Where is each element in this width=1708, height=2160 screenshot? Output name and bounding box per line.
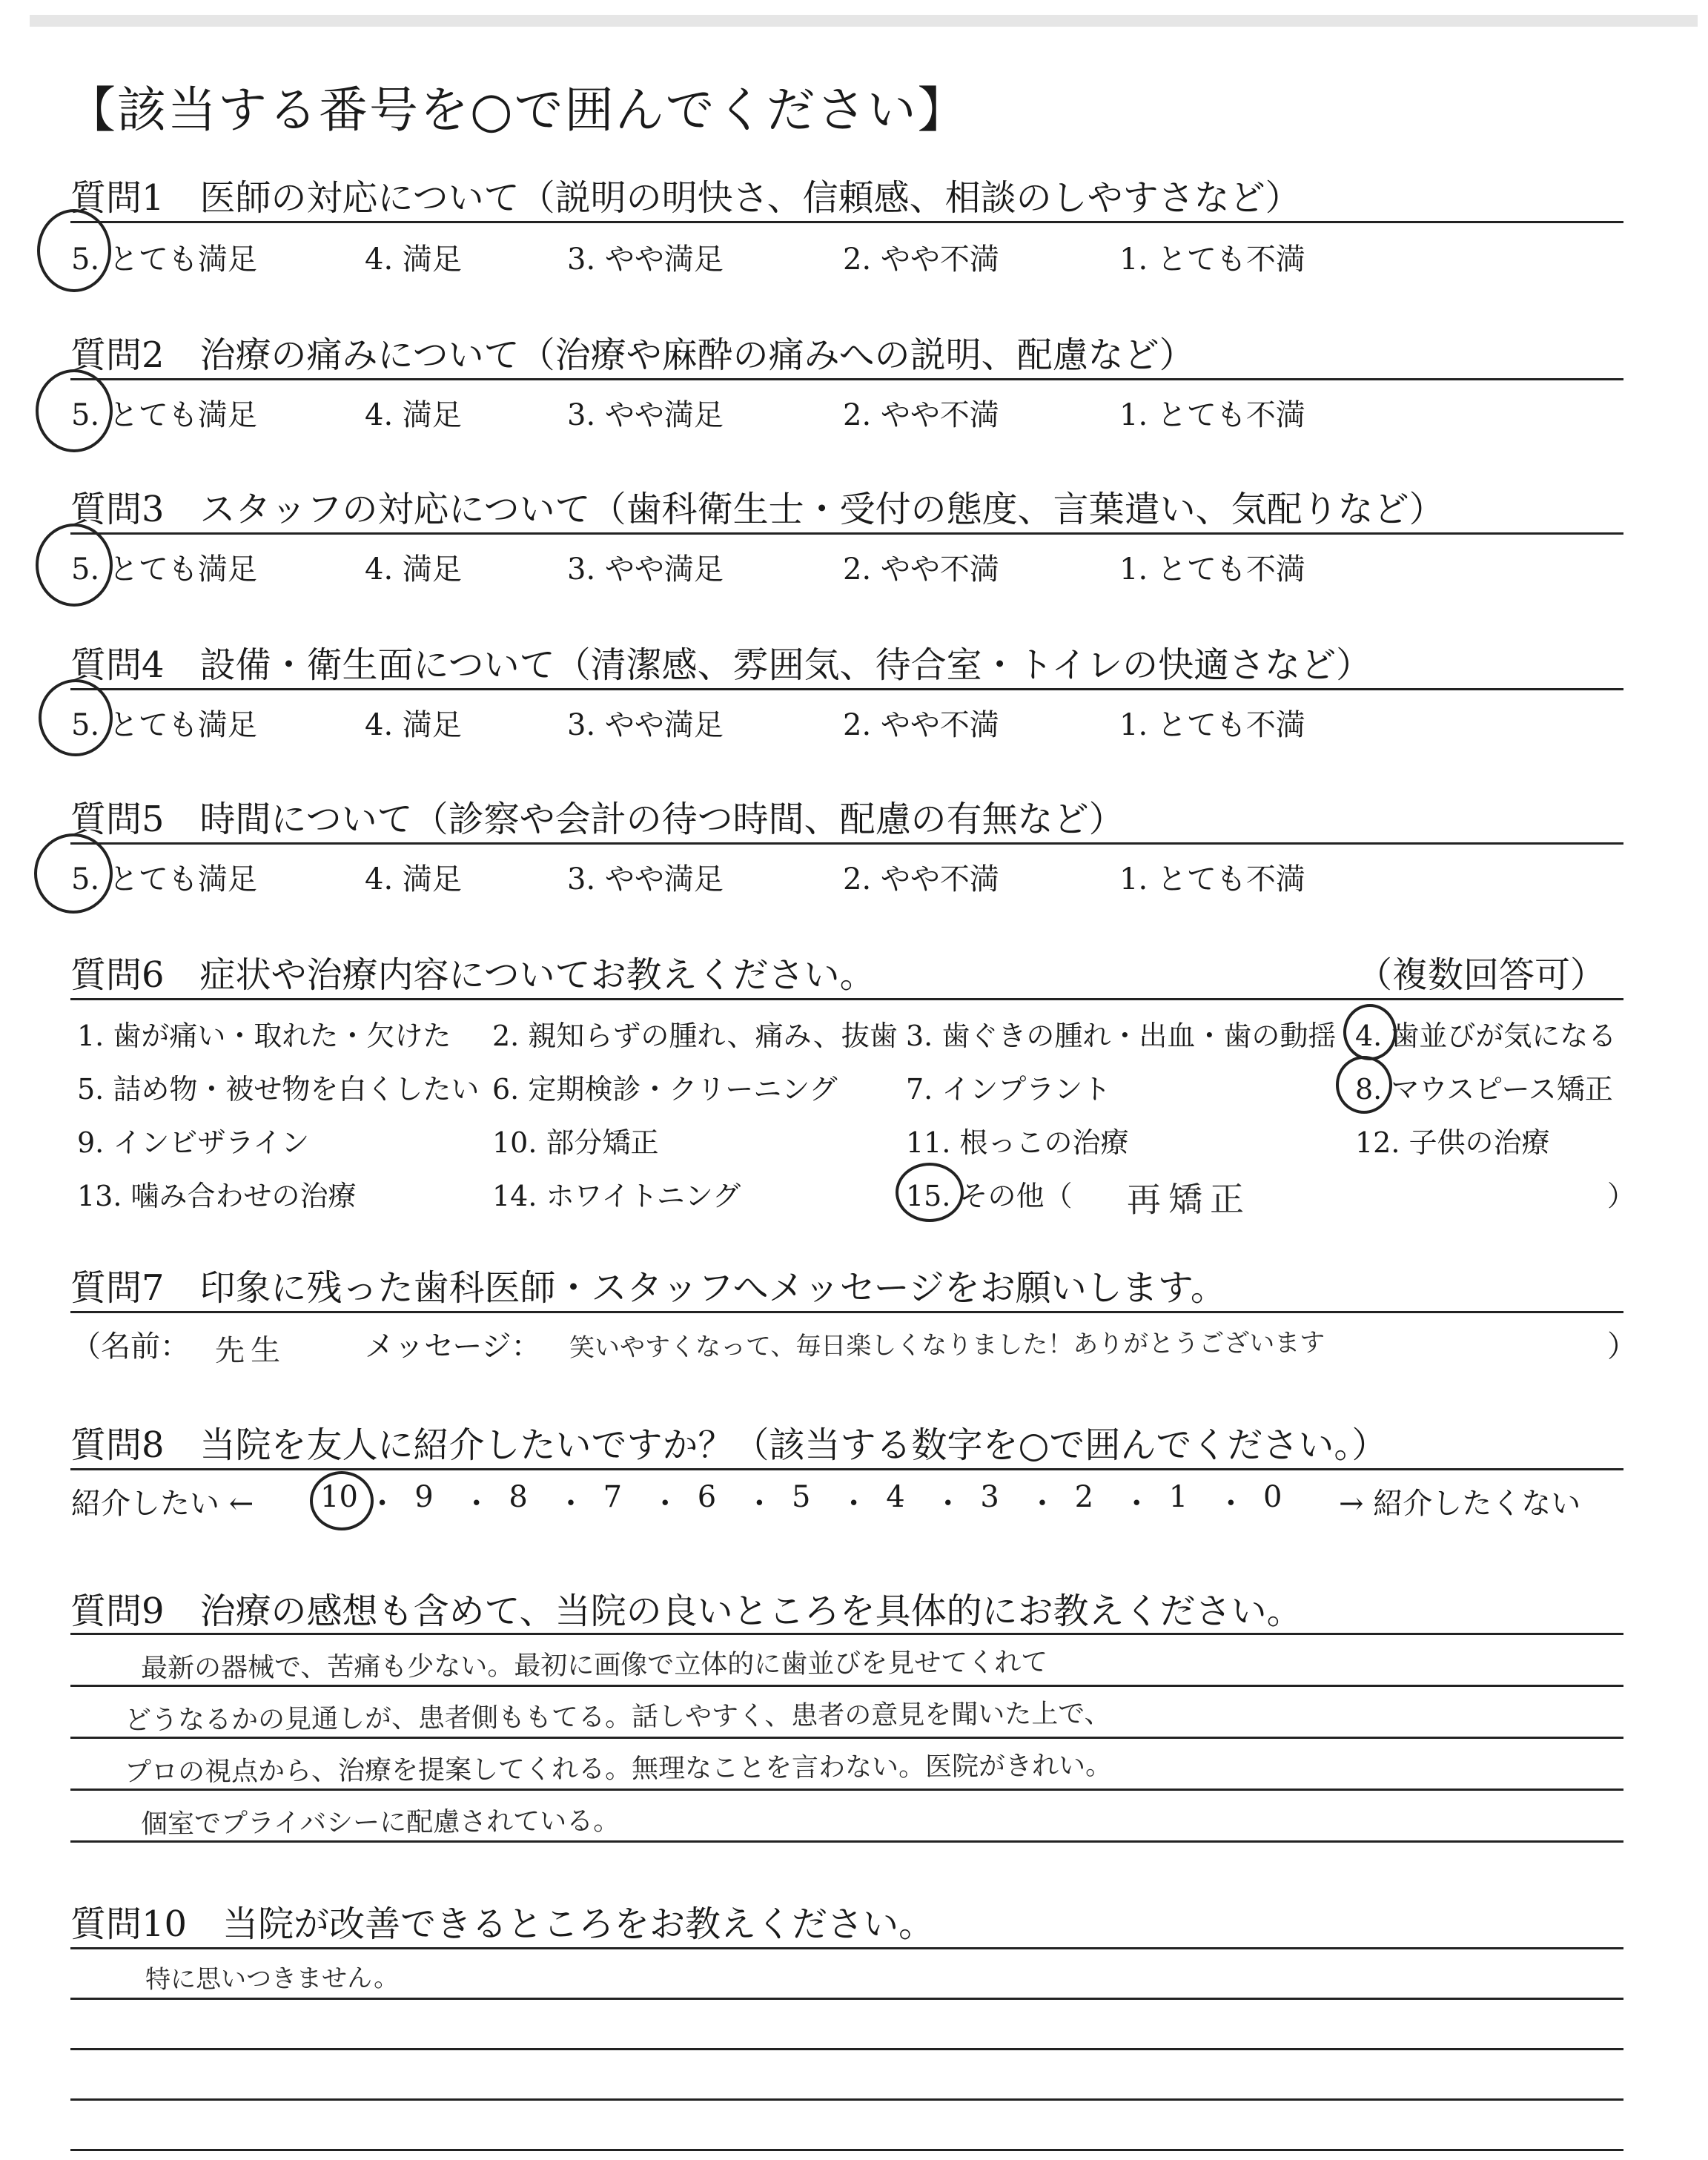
q9-rule-2	[70, 1737, 1623, 1739]
page-heading: 【該当する番号を○で囲んでください】	[67, 82, 968, 139]
q2-rule	[70, 378, 1623, 380]
q6-item-1[interactable]: 1. 歯が痛い・取れた・欠けた	[77, 1020, 451, 1052]
q8-scale-separator: ・	[1027, 1487, 1057, 1521]
q10-answer-line-1[interactable]: 特に思いつきません。	[145, 1963, 400, 1995]
q3-option-2[interactable]: 2. やや不満	[843, 552, 999, 587]
q1-option-2[interactable]: 2. やや不満	[843, 242, 999, 277]
q2-option-3[interactable]: 3. やや満足	[567, 398, 724, 432]
q8-scale-value-2[interactable]: 2	[1074, 1480, 1094, 1514]
q8-rule	[70, 1468, 1623, 1470]
q10-rule-0	[70, 1947, 1623, 1949]
q7-name-label: （名前：	[71, 1330, 190, 1364]
q1-option-5[interactable]: 5. とても満足	[71, 242, 257, 277]
q10-rule-2	[70, 2048, 1623, 2050]
q6-item-8[interactable]: 8. マウスピース矯正	[1355, 1073, 1613, 1106]
q7-name-handwritten[interactable]: 先生	[214, 1333, 287, 1368]
q8-scale-value-9[interactable]: 9	[414, 1480, 434, 1514]
q6-item-12[interactable]: 12. 子供の治療	[1355, 1126, 1550, 1159]
q10-title: 質問10 当院が改善できるところをお教えください。	[70, 1903, 935, 1945]
q6-title: 質問6 症状や治療内容についてお教えください。	[70, 954, 875, 996]
q8-scale-separator: ・	[838, 1487, 869, 1521]
q2-selection-circle	[36, 369, 113, 452]
q6-item-14[interactable]: 14. ホワイトニング	[492, 1180, 741, 1212]
q6-item-13[interactable]: 13. 噛み合わせの治療	[77, 1180, 357, 1212]
q6-item-3[interactable]: 3. 歯ぐきの腫れ・出血・歯の動揺	[906, 1020, 1337, 1052]
q9-title: 質問9 治療の感想も含めて、当院の良いところを具体的にお教えください。	[70, 1591, 1302, 1632]
q4-selection-circle	[39, 679, 113, 756]
q8-scale-separator: ・	[461, 1487, 491, 1521]
q7-message-handwritten[interactable]: 笑いやすくなって、毎日楽しくなりました！ありがとうございます	[569, 1327, 1325, 1363]
q8-scale-value-7[interactable]: 7	[603, 1480, 623, 1514]
q2-option-2[interactable]: 2. やや不満	[843, 398, 999, 432]
q5-rule	[70, 842, 1623, 845]
q5-option-5[interactable]: 5. とても満足	[71, 862, 257, 896]
q6-item-10[interactable]: 10. 部分矯正	[492, 1126, 659, 1159]
q9-rule-0	[70, 1633, 1623, 1635]
q1-title: 質問1 医師の対応について（説明の明快さ、信頼感、相談のしやすさなど）	[70, 177, 1301, 219]
q4-option-1[interactable]: 1. とても不満	[1119, 708, 1305, 742]
q9-rule-4	[70, 1840, 1623, 1843]
q7-title: 質問7 印象に残った歯科医師・スタッフへメッセージをお願いします。	[70, 1267, 1226, 1309]
q8-scale-separator: ・	[556, 1487, 586, 1521]
q8-scale-separator: ・	[1216, 1487, 1246, 1521]
q8-scale-value-0[interactable]: 0	[1263, 1480, 1282, 1514]
q3-rule	[70, 532, 1623, 535]
q8-right-label: → 紹介したくない	[1339, 1487, 1581, 1521]
q2-option-4[interactable]: 4. 満足	[365, 398, 462, 432]
q10-rule-3	[70, 2098, 1623, 2101]
q3-title: 質問3 スタッフの対応について（歯科衛生士・受付の態度、言葉遣い、気配りなど）	[70, 489, 1445, 530]
q2-title: 質問2 治療の痛みについて（治療や麻酔の痛みへの説明、配慮など）	[70, 334, 1195, 376]
q8-scale-separator: ・	[744, 1487, 775, 1521]
q1-option-1[interactable]: 1. とても不満	[1119, 242, 1305, 277]
q6-multi-answer-note: （複数回答可）	[1357, 954, 1606, 996]
q8-scale-separator: ・	[1122, 1487, 1152, 1521]
q4-option-3[interactable]: 3. やや満足	[567, 708, 724, 742]
q4-title: 質問4 設備・衛生面について（清潔感、雰囲気、待合室・トイレの快適さなど）	[70, 644, 1372, 686]
q8-title: 質問8 当院を友人に紹介したいですか？（該当する数字を○で囲んでください。）	[70, 1424, 1388, 1466]
q5-option-3[interactable]: 3. やや満足	[567, 862, 724, 896]
q3-selection-circle	[36, 524, 113, 607]
q9-rule-3	[70, 1789, 1623, 1791]
q10-rule-1	[70, 1998, 1623, 2000]
q2-option-1[interactable]: 1. とても不満	[1119, 398, 1305, 432]
q9-rule-1	[70, 1685, 1623, 1687]
q5-option-4[interactable]: 4. 満足	[365, 862, 462, 896]
q8-scale-value-3[interactable]: 3	[980, 1480, 999, 1514]
q6-other-handwritten[interactable]: 再矯正	[1126, 1178, 1252, 1220]
q6-item-4[interactable]: 4. 歯並びが気になる	[1355, 1020, 1617, 1052]
q6-selection-circle-8	[1336, 1056, 1392, 1114]
q4-option-5[interactable]: 5. とても満足	[71, 708, 257, 742]
q1-option-4[interactable]: 4. 満足	[365, 242, 462, 277]
q7-rule	[70, 1311, 1623, 1313]
q8-selection-circle	[310, 1471, 374, 1530]
q3-option-3[interactable]: 3. やや満足	[567, 552, 724, 587]
q9-answer-line-1[interactable]: 最新の器械で、苦痛も少ない。最初に画像で立体的に歯並びを見せてくれて	[140, 1647, 1048, 1684]
q2-option-5[interactable]: 5. とても満足	[71, 398, 257, 432]
q6-item-15[interactable]: 15. その他（	[906, 1180, 1073, 1212]
q8-scale-value-4[interactable]: 4	[886, 1480, 905, 1514]
q3-option-5[interactable]: 5. とても満足	[71, 552, 257, 587]
q5-selection-circle	[34, 833, 113, 914]
q8-scale-separator: ・	[650, 1487, 681, 1521]
q9-answer-line-2[interactable]: どうなるかの見通しが、患者側ももてる。話しやすく、患者の意見を聞いた上で、	[124, 1698, 1111, 1736]
q3-option-1[interactable]: 1. とても不満	[1119, 552, 1305, 587]
q5-title: 質問5 時間について（診察や会計の待つ時間、配慮の有無など）	[70, 799, 1125, 840]
q6-item-6[interactable]: 6. 定期検診・クリーニング	[492, 1073, 838, 1106]
q8-scale-value-5[interactable]: 5	[792, 1480, 811, 1514]
q4-option-4[interactable]: 4. 満足	[365, 708, 462, 742]
q6-selection-circle-4	[1343, 1004, 1397, 1060]
q1-rule	[70, 221, 1623, 223]
q6-item-7[interactable]: 7. インプラント	[906, 1073, 1111, 1106]
q8-scale-value-1[interactable]: 1	[1168, 1480, 1188, 1514]
q6-other-close-paren: ）	[1607, 1180, 1636, 1212]
q6-selection-circle-15	[896, 1163, 964, 1222]
q1-selection-circle	[37, 209, 111, 292]
q6-item-5[interactable]: 5. 詰め物・被せ物を白くしたい	[77, 1073, 480, 1106]
q10-rule-4	[70, 2149, 1623, 2151]
q3-option-4[interactable]: 4. 満足	[365, 552, 462, 587]
q8-left-label: 紹介したい ←	[71, 1487, 254, 1521]
q6-item-9[interactable]: 9. インビザライン	[77, 1126, 310, 1159]
q6-rule	[70, 998, 1623, 1000]
q8-scale-value-10[interactable]: 10	[320, 1480, 358, 1514]
q7-message-label: メッセージ：	[365, 1330, 541, 1364]
q9-answer-line-4[interactable]: 個室でプライバシーに配慮されている。	[140, 1806, 620, 1840]
q4-rule	[70, 688, 1623, 690]
q6-item-2[interactable]: 2. 親知らずの腫れ、痛み、抜歯	[492, 1020, 898, 1052]
q7-close-paren: ）	[1607, 1330, 1637, 1364]
q5-option-1[interactable]: 1. とても不満	[1119, 862, 1305, 896]
q9-answer-line-3[interactable]: プロの視点から、治療を提案してくれる。無理なことを言わない。医院がきれい。	[124, 1750, 1113, 1788]
q4-option-2[interactable]: 2. やや不満	[843, 708, 999, 742]
q1-option-3[interactable]: 3. やや満足	[567, 242, 724, 277]
q8-scale-separator: ・	[933, 1487, 963, 1521]
q8-scale-value-6[interactable]: 6	[697, 1480, 717, 1514]
q8-scale-value-8[interactable]: 8	[509, 1480, 528, 1514]
q8-scale-separator: ・	[367, 1487, 397, 1521]
q6-item-11[interactable]: 11. 根っこの治療	[906, 1126, 1129, 1159]
q5-option-2[interactable]: 2. やや不満	[843, 862, 999, 896]
